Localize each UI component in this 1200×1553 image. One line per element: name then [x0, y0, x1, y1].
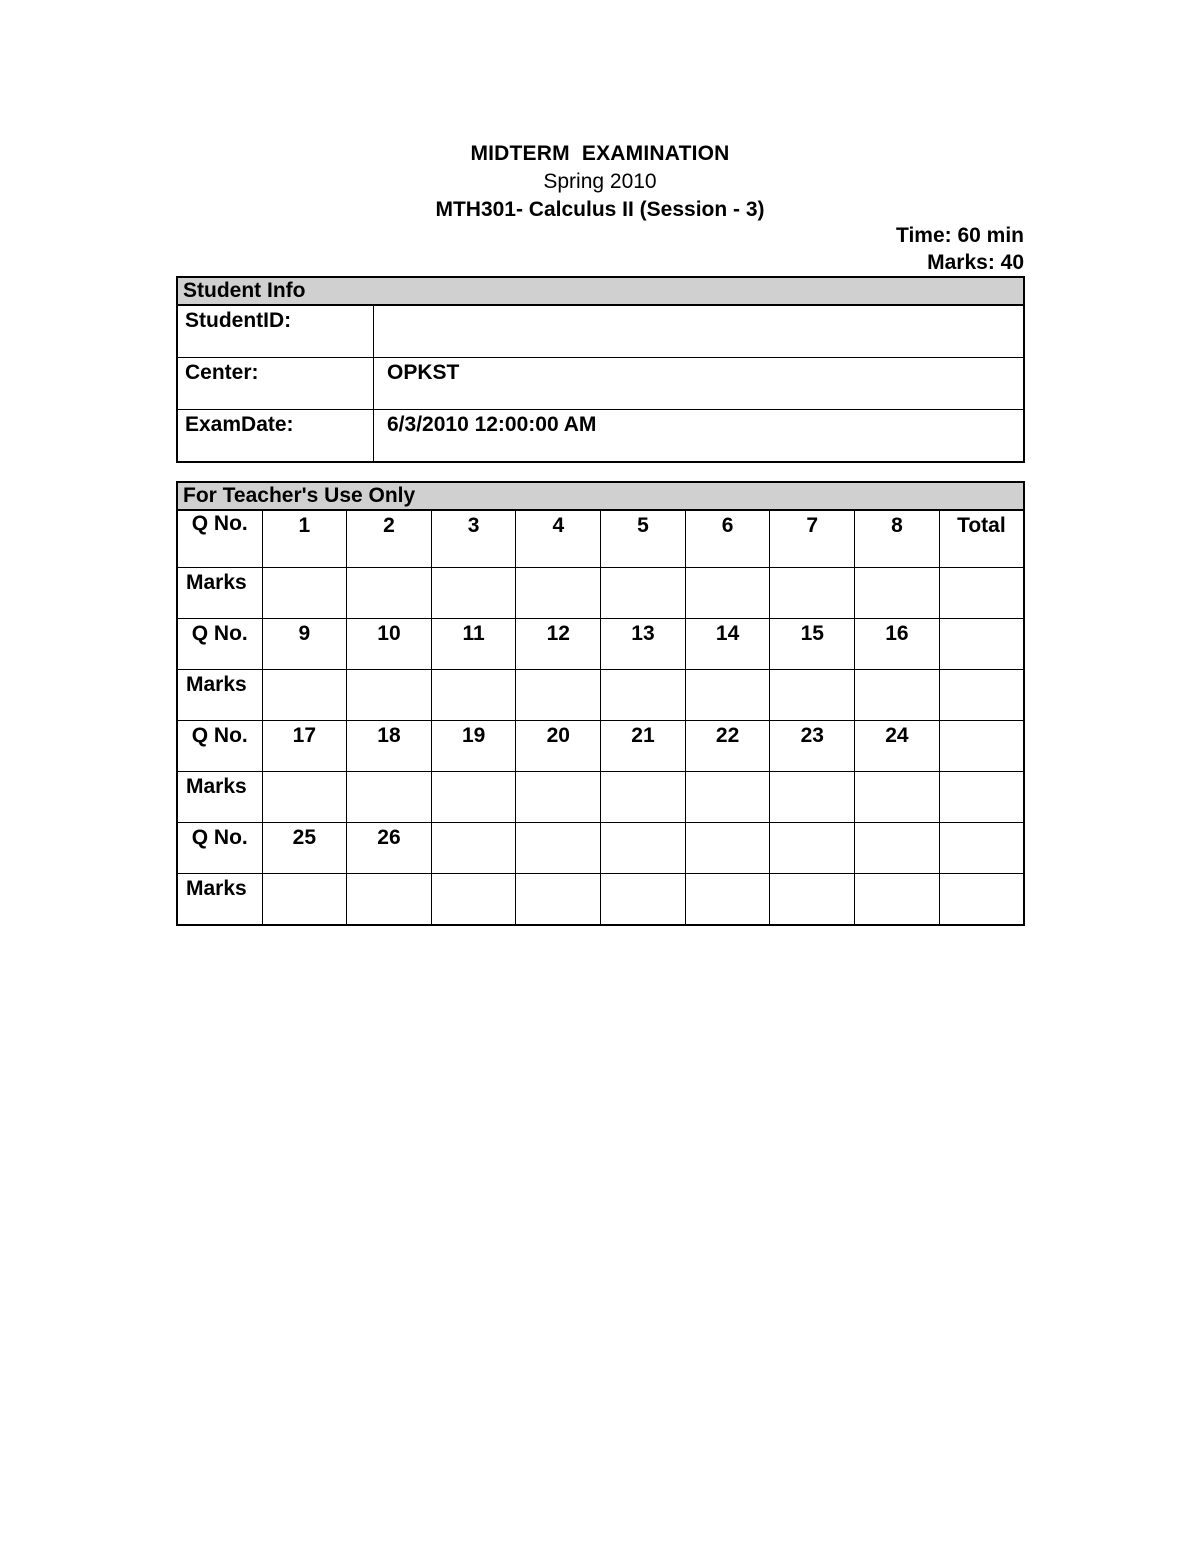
marks-label: Marks: [177, 670, 262, 721]
question-number-cell: 22: [685, 721, 770, 772]
marks-cell[interactable]: [685, 568, 770, 619]
total-header-cell: Total: [939, 510, 1024, 568]
question-number-label: Q No.: [177, 619, 262, 670]
marks-cell[interactable]: [431, 772, 516, 823]
marks-cell[interactable]: [347, 772, 432, 823]
marks-cell[interactable]: [939, 772, 1024, 823]
teacher-use-header-row: [177, 482, 1024, 510]
marks-label: Marks: [177, 568, 262, 619]
question-number-row: [177, 510, 1024, 568]
center-row: [177, 358, 1024, 410]
total-cell: [939, 721, 1024, 772]
exam-title: MIDTERM EXAMINATION: [470, 142, 730, 165]
question-number-cell: 24: [855, 721, 940, 772]
question-number-cell: 26: [347, 823, 432, 874]
marks-cell[interactable]: [855, 874, 940, 926]
marks-cell[interactable]: [431, 670, 516, 721]
marks-cell[interactable]: [685, 874, 770, 926]
exam-date-label: ExamDate:: [177, 410, 374, 463]
question-number-label: Q No.: [177, 823, 262, 874]
marks-cell[interactable]: [262, 874, 347, 926]
marks-cell[interactable]: [516, 874, 601, 926]
teacher-use-table: [176, 481, 1025, 926]
student-info-table: [176, 276, 1025, 463]
marks-cell[interactable]: [601, 568, 686, 619]
question-number-cell: 10: [347, 619, 432, 670]
marks-cell[interactable]: [855, 670, 940, 721]
question-number-cell: 9: [262, 619, 347, 670]
marks-cell[interactable]: [770, 772, 855, 823]
teacher-use-title: For Teacher's Use Only: [177, 482, 1024, 510]
marks-cell[interactable]: [516, 772, 601, 823]
question-number-cell: 11: [431, 619, 516, 670]
marks-cell[interactable]: [516, 568, 601, 619]
question-number-cell: 23: [770, 721, 855, 772]
student-info-header-row: [177, 277, 1024, 305]
exam-meta: [896, 222, 1024, 276]
marks-label: Marks: [177, 874, 262, 926]
exam-time: Time: 60 min: [896, 224, 1024, 247]
question-number-cell: 18: [347, 721, 432, 772]
exam-date-row: [177, 410, 1024, 463]
marks-row: [177, 670, 1024, 721]
marks-cell[interactable]: [939, 568, 1024, 619]
marks-cell[interactable]: [262, 568, 347, 619]
question-number-cell: 3: [431, 510, 516, 568]
total-cell: [939, 823, 1024, 874]
question-number-cell: 17: [262, 721, 347, 772]
question-number-cell: 5: [601, 510, 686, 568]
question-number-cell: 16: [855, 619, 940, 670]
marks-cell[interactable]: [685, 772, 770, 823]
center-label: Center:: [177, 358, 374, 410]
marks-label: Marks: [177, 772, 262, 823]
center-value: OPKST: [374, 358, 1025, 410]
total-cell: [939, 619, 1024, 670]
question-number-cell: 1: [262, 510, 347, 568]
question-number-cell: 4: [516, 510, 601, 568]
marks-cell[interactable]: [431, 568, 516, 619]
exam-term: Spring 2010: [543, 170, 657, 193]
question-number-cell: 20: [516, 721, 601, 772]
marks-row: [177, 874, 1024, 926]
question-number-cell: 2: [347, 510, 432, 568]
question-number-cell: 12: [516, 619, 601, 670]
question-number-cell: [855, 823, 940, 874]
marks-cell[interactable]: [347, 874, 432, 926]
marks-cell[interactable]: [262, 670, 347, 721]
question-number-row: [177, 619, 1024, 670]
marks-cell[interactable]: [601, 670, 686, 721]
question-number-cell: [685, 823, 770, 874]
exam-date-value: 6/3/2010 12:00:00 AM: [374, 410, 1025, 463]
marks-cell[interactable]: [855, 568, 940, 619]
marks-cell[interactable]: [601, 874, 686, 926]
marks-cell[interactable]: [262, 772, 347, 823]
question-number-label: Q No.: [177, 510, 262, 568]
question-number-cell: [770, 823, 855, 874]
student-id-label: StudentID:: [177, 305, 374, 358]
question-number-cell: [431, 823, 516, 874]
marks-cell[interactable]: [855, 772, 940, 823]
marks-cell[interactable]: [431, 874, 516, 926]
marks-cell[interactable]: [347, 568, 432, 619]
marks-cell[interactable]: [770, 874, 855, 926]
question-number-cell: 8: [855, 510, 940, 568]
student-id-row: [177, 305, 1024, 358]
student-info-title: Student Info: [177, 277, 1024, 305]
marks-cell[interactable]: [939, 670, 1024, 721]
question-number-row: [177, 823, 1024, 874]
marks-cell[interactable]: [770, 670, 855, 721]
question-number-cell: 21: [601, 721, 686, 772]
marks-row: [177, 772, 1024, 823]
marks-cell[interactable]: [516, 670, 601, 721]
question-number-cell: 6: [685, 510, 770, 568]
question-number-cell: 13: [601, 619, 686, 670]
student-id-value: [374, 305, 1025, 358]
exam-header: [0, 140, 1200, 224]
question-number-cell: [601, 823, 686, 874]
marks-row: [177, 568, 1024, 619]
question-number-cell: 14: [685, 619, 770, 670]
question-number-cell: 7: [770, 510, 855, 568]
question-number-cell: 15: [770, 619, 855, 670]
question-number-cell: [516, 823, 601, 874]
question-number-cell: 25: [262, 823, 347, 874]
exam-marks: Marks: 40: [927, 251, 1024, 274]
marks-cell[interactable]: [939, 874, 1024, 926]
marks-cell[interactable]: [601, 772, 686, 823]
course-title: MTH301- Calculus II (Session - 3): [435, 198, 765, 221]
marks-cell[interactable]: [347, 670, 432, 721]
marks-cell[interactable]: [770, 568, 855, 619]
question-number-row: [177, 721, 1024, 772]
question-number-label: Q No.: [177, 721, 262, 772]
marks-cell[interactable]: [685, 670, 770, 721]
question-number-cell: 19: [431, 721, 516, 772]
